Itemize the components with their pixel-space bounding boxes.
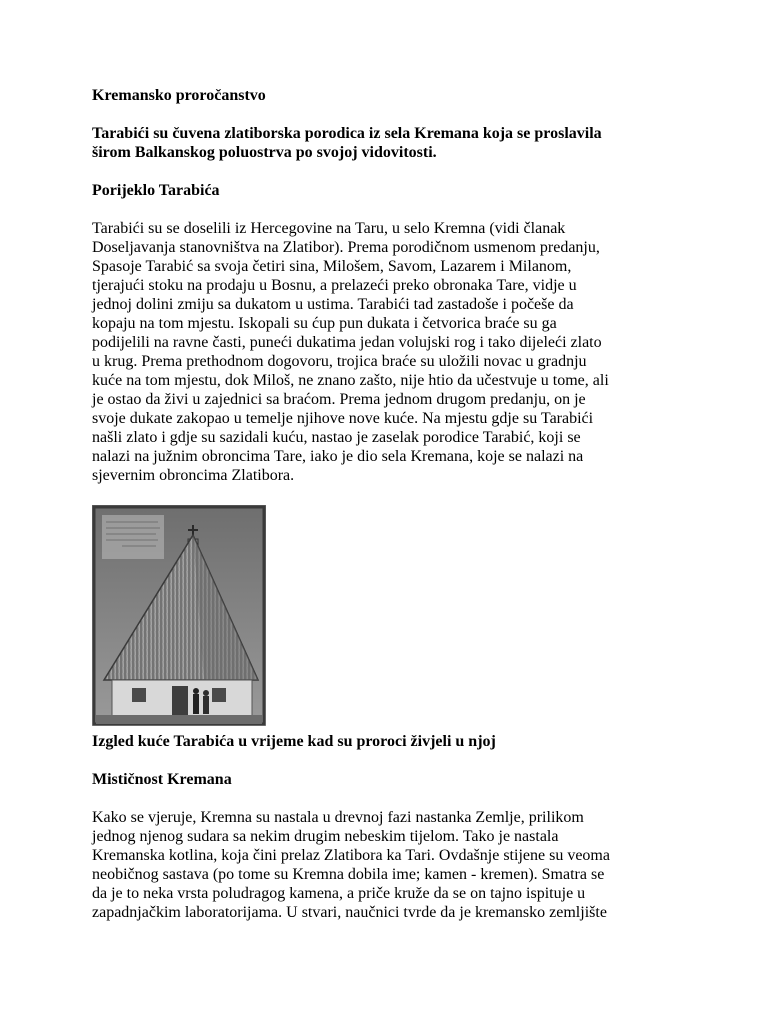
section-heading-origin: Porijeklo Tarabića <box>92 182 220 199</box>
paragraph-line: neobičnog sastava (po tome su Kremna dobila ime; kamen - kremen). Smatra se <box>92 866 605 883</box>
paragraph-line: sjevernim obroncima Zlatibora. <box>92 467 295 484</box>
paragraph-line: jednog njenog sudara sa nekim drugim nebeskim tijelom. Tako je nastala <box>92 828 559 845</box>
paragraph-line: jednoj dolini zmiju sa dukatom u ustima. Tarabići tad zastadoše i počeše da <box>92 296 574 313</box>
figure-caption: Izgled kuće Tarabića u vrijeme kad su proroci živjeli u njoj <box>92 733 496 750</box>
paragraph-line: Tarabići su se doselili iz Hercegovine na Taru, u selo Kremna (vidi članak <box>92 220 566 237</box>
paragraph-line: kopaju na tom mjestu. Iskopali su ćup pun dukata i četvorica braće su ga <box>92 315 557 332</box>
paragraph-line: tjerajući stoku na prodaju u Bosnu, a prelazeći preko obronaka Tare, vidje u <box>92 277 577 294</box>
paragraph-line: Kremanska kotlina, koja čini prelaz Zlatibora ka Tari. Ovdašnje stijene su veoma <box>92 847 610 864</box>
paragraph-line: zapadnjačkim laboratorijama. U stvari, naučnici tvrde da je kremansko zemljište <box>92 904 607 921</box>
paragraph-line: svoje dukate zakopao u temelje njihove nove kuće. Na mjestu gdje su Tarabići <box>92 410 594 427</box>
paragraph-line: našli zlato i gdje su sazidali kuću, nastao je zaselak porodice Tarabić, koji se <box>92 429 581 446</box>
paragraph-line: Kako se vjeruje, Kremna su nastala u drevnoj fazi nastanka Zemlje, prilikom <box>92 809 584 826</box>
section-heading-mystic: Mističnost Kremana <box>92 771 232 788</box>
document-body <box>92 86 712 922</box>
paragraph-line: Spasoje Tarabić sa svoja četiri sina, Milošem, Savom, Lazarem i Milanom, <box>92 258 572 275</box>
paragraph-line: u krug. Prema prethodnom dogovoru, trojica braće su uložili novac u gradnju <box>92 353 587 370</box>
lead-line: širom Balkanskog poluostrva po svojoj vidovitosti. <box>92 144 437 161</box>
paragraph-line: Doseljavanja stanovništva na Zlatibor). Prema porodičnom usmenom predanju, <box>92 239 600 256</box>
lead-paragraph <box>92 124 712 162</box>
paragraph-line: nalazi na južnim obroncima Tare, iako je dio sela Kremana, koje se nalazi na <box>92 448 584 465</box>
document-title: Kremansko proročanstvo <box>92 87 266 104</box>
paragraph-line: kuće na tom mjestu, dok Miloš, ne znano zašto, nije htio da učestvuje u tome, ali <box>92 372 609 389</box>
paragraph-line: je ostao da živi u zajednici sa braćom. Prema jednom drugom predanju, on je <box>92 391 586 408</box>
house-photo-icon <box>92 505 266 726</box>
paragraph-line: da je to neka vrsta poludragog kamena, a priče kruže da se on tajno ispituje u <box>92 885 586 902</box>
paragraph-line: podijelili na ravne časti, puneći dukatima jedan volujski rog i tako dijeleći zlato <box>92 334 602 351</box>
mystic-paragraph <box>92 808 712 922</box>
origin-paragraph <box>92 219 712 485</box>
lead-line: Tarabići su čuvena zlatiborska porodica iz sela Kremana koja se proslavila <box>92 125 602 142</box>
house-photo <box>92 505 266 726</box>
